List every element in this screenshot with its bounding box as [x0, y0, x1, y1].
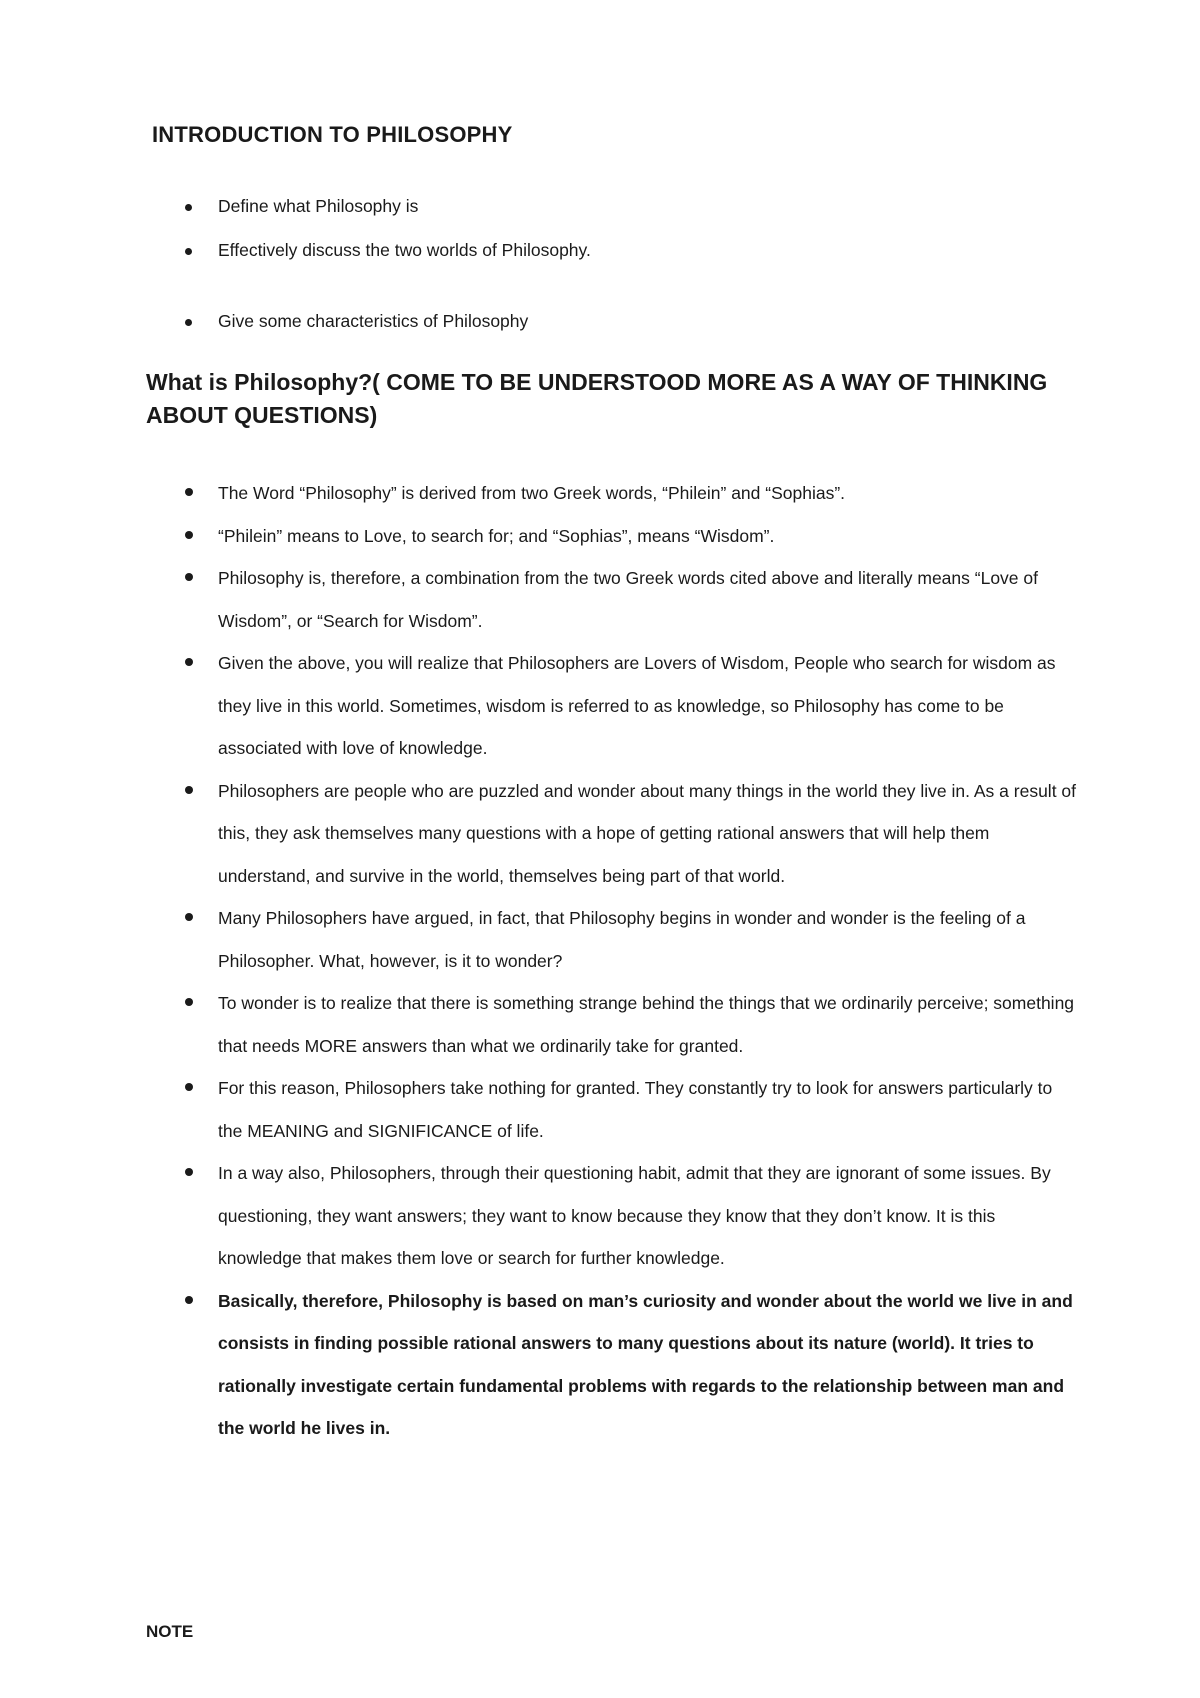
point-item — [218, 515, 1078, 558]
bullet-icon — [185, 204, 192, 211]
objective-item — [218, 240, 591, 261]
objective-item — [218, 196, 418, 217]
objective-text: Effectively discuss the two worlds of Philosophy. — [218, 240, 591, 260]
section-heading: What is Philosophy?( COME TO BE UNDERSTOOD MORE AS A WAY OF THINKING ABOUT QUESTIONS) — [146, 369, 1048, 428]
bullet-icon — [185, 248, 192, 255]
objective-item — [218, 311, 528, 332]
bullet-icon — [185, 658, 193, 666]
point-item — [218, 1152, 1078, 1280]
point-text: Many Philosophers have argued, in fact, that Philosophy begins in wonder and wonder is the feeling of a Philosopher. What, however, is it to wonder? — [218, 908, 1026, 971]
bullet-icon — [185, 1296, 193, 1304]
point-text: Philosophers are people who are puzzled and wonder about many things in the world they live in. As a result of this, they ask themselves many questions with a hope of getting rational answers that will help them understand, and survive in the world, themselves being part of that world. — [218, 780, 1077, 886]
bullet-icon — [185, 319, 192, 326]
point-text: To wonder is to realize that there is something strange behind the things that we ordinarily perceive; something that needs MORE answers than what we ordinarily take for granted. — [218, 993, 1075, 1056]
point-item — [218, 770, 1078, 898]
point-item — [218, 472, 1078, 515]
point-item — [218, 1067, 1078, 1152]
objective-text: Define what Philosophy is — [218, 196, 419, 216]
points-list — [218, 472, 1078, 1450]
bullet-icon — [185, 573, 193, 581]
document-title: INTRODUCTION TO PHILOSOPHY — [152, 122, 513, 147]
bullet-icon — [185, 786, 193, 794]
bullet-icon — [185, 998, 193, 1006]
point-text: In a way also, Philosophers, through their questioning habit, admit that they are ignorant of some issues. By questioning, they want answers; they want to know because they know that they don’t know. It is this knowledge that makes them love or search for further knowledge. — [218, 1163, 1051, 1268]
note-label: NOTE — [146, 1622, 194, 1641]
point-item-summary — [218, 1280, 1078, 1450]
bullet-icon — [185, 488, 193, 496]
point-text: Given the above, you will realize that Philosophers are Lovers of Wisdom, People who search for wisdom as they live in this world. Sometimes, wisdom is referred to as knowledge, so Philosophy has come to be associated with love of knowledge. — [218, 653, 1056, 758]
bullet-icon — [185, 1168, 193, 1176]
point-text: Philosophy is, therefore, a combination from the two Greek words cited above and literally means “Love of Wisdom”, or “Search for Wisdom”. — [218, 568, 1038, 631]
objective-text: Give some characteristics of Philosophy — [218, 311, 529, 331]
point-text: The Word “Philosophy” is derived from two Greek words, “Philein” and “Sophias”. — [218, 483, 846, 503]
bullet-icon — [185, 531, 193, 539]
point-text: “Philein” means to Love, to search for; and “Sophias”, means “Wisdom”. — [218, 525, 775, 546]
bullet-icon — [185, 1083, 193, 1091]
point-item — [218, 897, 1078, 982]
bullet-icon — [185, 913, 193, 921]
point-item — [218, 982, 1078, 1067]
point-text: For this reason, Philosophers take nothing for granted. They constantly try to look for answers particularly to the MEANING and SIGNIFICANCE of life. — [218, 1078, 1053, 1141]
point-item — [218, 557, 1078, 642]
point-item — [218, 642, 1078, 770]
point-text: Basically, therefore, Philosophy is based on man’s curiosity and wonder about the world we live in and consists in finding possible rational answers to many questions about its nature (world). It tries to rationally investigate certain fundamental problems with regards to the relationship between man and the world he lives in. — [218, 1290, 1073, 1438]
